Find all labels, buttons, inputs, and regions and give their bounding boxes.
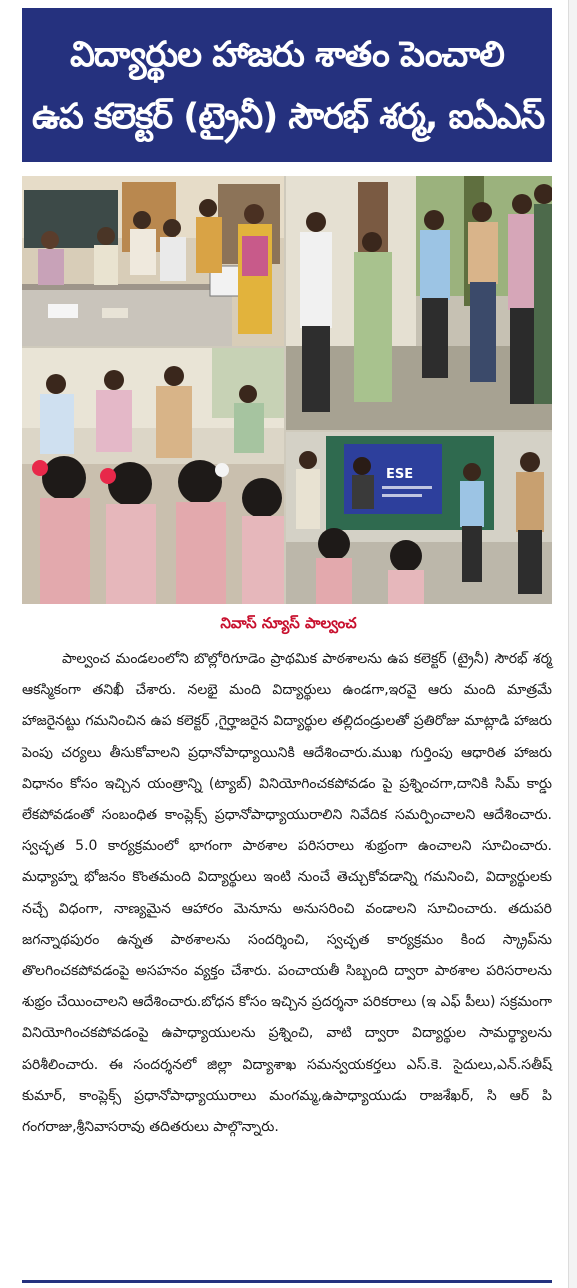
dateline: నివాస్ న్యూస్ పాల్వంచ	[220, 614, 357, 632]
headline-banner	[22, 8, 552, 162]
bottom-rule	[22, 1280, 552, 1283]
photo-office-inspection	[22, 176, 284, 346]
photo-classroom-students	[22, 348, 284, 604]
photo-smart-classroom	[286, 432, 552, 604]
headline-line-2: ఉప కలెక్టర్ (ట్రైనీ) సౌరభ్ శర్మ, ఐఏఎస్	[32, 97, 545, 137]
photo-collage	[22, 176, 552, 604]
headline-line-1: విద్యార్థుల హాజరు శాతం పెంచాలి	[70, 35, 504, 75]
photo-outdoor-discussion	[286, 176, 552, 430]
adjacent-column-edge	[568, 0, 577, 1288]
screen-board-text: ESE	[386, 467, 414, 482]
article-body: పాల్వంచ మండలంలోని బొల్లోరిగూడెం ప్రాథమిక పాఠశాలను ఉప కలెక్టర్ (ట్రైనీ) సౌరభ్ శర్మ ఆకస్మికంగా తనిఖీ చేశారు. నలభై మంది విద్యార్థులు ఉండగా,ఇరవై ఆరు మంది మాత్రమే హాజరైనట్టు గమనించిన ఉప కలెక్టర్ ,గైర్హాజరైన విద్యార్థుల తల్లిదండ్రులతో ప్రతిరోజు మాట్లాడి హాజరు పెంపు చర్యలు తీసుకోవాలని ప్రధానోపాధ్యాయినికి ఆదేశించారు.ముఖ గుర్తింపు ఆధారిత హాజరు విధానం కోసం ఇచ్చిన యంత్రాన్ని (ట్యాబ్) వినియోగించకపోవడం పై ప్రశ్నించగా,దానికి సిమ్ కార్డు లేకపోవడంతో సంబంధిత కాంప్లెక్స్ ప్రధానోపాధ్యాయురాలిని నివేదిక సమర్పించాలని ఆదేశించారు. స్వచ్ఛత 5.0 కార్యక్రమంలో భాగంగా పాఠశాల పరిసరాలు శుభ్రంగా ఉంచాలని సూచించారు. మధ్యాహ్న భోజనం కొంతమంది విద్యార్థులు ఇంటి నుంచే తెచ్చుకోవడాన్ని గమనించి, విద్యార్థులకు నచ్చే విధంగా, నాణ్యమైన ఆహారం మెనూను అనుసరించి వండాలని సూచించారు. తదుపరి జగన్నాథపురం ఉన్నత పాఠశాలను సందర్శించి, స్వచ్ఛత కార్యక్రమం కింద స్క్రాప్‌ను తొలగించకపోవడంపై అసహనం వ్యక్తం చేశారు. పంచాయతీ సిబ్బంది ద్వారా పాఠశాల పరిసరాలను శుభ్రం చేయించాలని ఆదేశించారు.బోధన కోసం ఇచ్చిన ప్రదర్శనా పరికరాలు (ఇ ఎఫ్ పీలు) సక్రమంగా వినియోగించకపోవడంపై ఉపాధ్యాయులను ప్రశ్నించి, వాటి ద్వారా విద్యార్థుల సామర్థ్యాలను పరిశీలించారు. ఈ సందర్శనలో జిల్లా విద్యాశాఖ సమన్వయకర్తలు ఎస్.కె. సైదులు,ఎన్.సతీష్ కుమార్, కాంప్లెక్స్ ప్రధానోపాధ్యాయురాలు మంగమ్మ,ఉపాధ్యాయుడు రాజశేఖర్, సి ఆర్ పి గంగరాజు,శ్రీనివాసరావు తదితరులు పాల్గొన్నారు.	[22, 651, 552, 1136]
